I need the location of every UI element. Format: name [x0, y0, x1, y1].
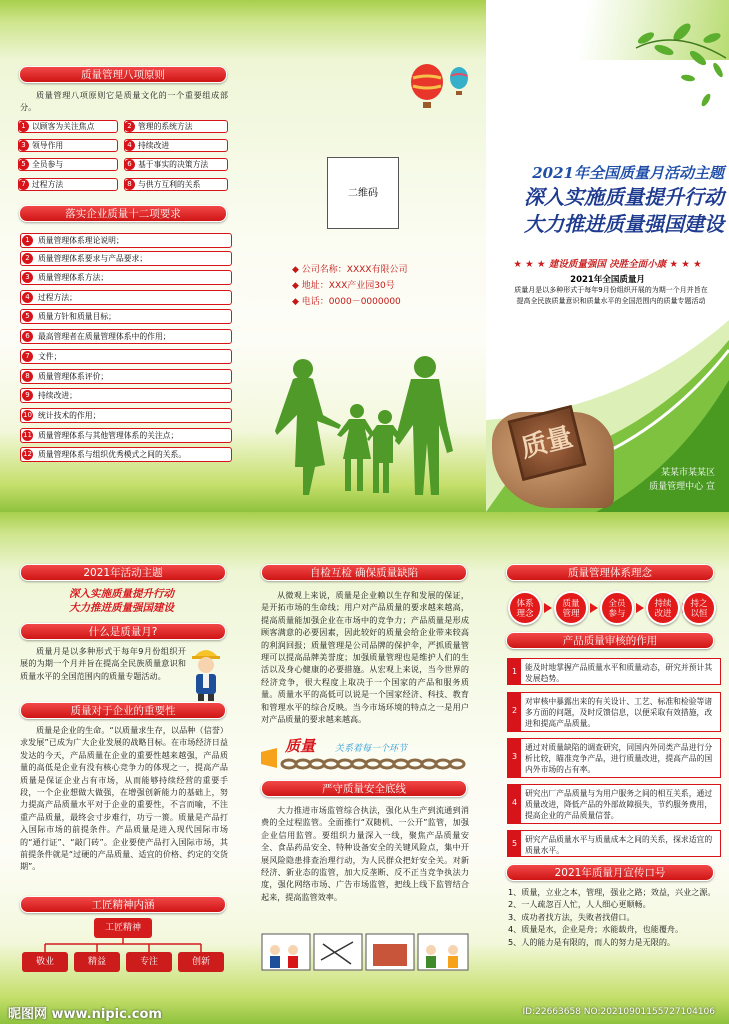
- watermark-bar: [0, 1002, 729, 1024]
- cover-panel: [486, 0, 729, 512]
- system-step: 质量 管理: [554, 591, 588, 625]
- safety-text: 大力推进市场监管综合执法，强化从生产到流通到消费的全过程监管。全面推行“双随机、一公开”监管，加强企业信用监管。要组织力量深入一线，聚焦产品质量安全、食品药品安全、特种设备安全的关键风险点，集中开展风险隐患排查治理行动，为人民群众把好安全关。对新经济、新业态的监管，加大反垄断、反不正当竞争执法力度，强化网络市场、广告市场监管，把线上线下监管结合起来，提高监管效率。: [261, 805, 469, 902]
- company-phone: ◆ 电话：0000－0000000: [292, 297, 401, 307]
- family-silhouette: [267, 355, 467, 500]
- requirement-item: 2 质量管理体系要求与产品要求；: [20, 251, 232, 266]
- chain-subtitle: 关系着每一个环节: [335, 744, 408, 754]
- craft-header: 工匠精神内涵: [20, 896, 226, 913]
- watermark-site: 昵图网 www.nipic.com: [8, 1007, 162, 1022]
- slogan-item: 3、成功者找方法，失败者找借口。: [508, 911, 635, 922]
- slogan-list: [508, 886, 718, 948]
- craft-item: 创新: [178, 952, 224, 972]
- requirement-item: 12 质量管理体系与组织优秀模式之间的关系。: [20, 447, 232, 462]
- audit-item: 2 对审核中暴露出来的有关设计、工艺、标准和检验等诸多方面的问题，及时反馈信息，以便采取有效措施，改进和提高产品质量。: [507, 692, 721, 732]
- quality-seal: 质量: [507, 405, 586, 481]
- requirements-header: 落实企业质量十二项要求: [19, 205, 227, 222]
- company-name: ◆ 公司名称：XXXX有限公司: [292, 265, 408, 275]
- audit-item: 3 通过对质量缺陷的调查研究，同国内外同类产品进行分析比较，瞄准竞争产品，进行质量改进，提高产品的国内外市场的占有率。: [507, 738, 721, 778]
- principles-intro: 质量管理八项原则它是质量文化的一个重要组成部分。: [20, 90, 228, 113]
- system-step: 全员 参与: [600, 591, 634, 625]
- company-address: ◆ 地址：XXX产业园30号: [292, 281, 395, 291]
- slogan-item: 4、质量是水，企业是舟；水能载舟，也能覆舟。: [508, 924, 684, 935]
- safety-header: 严守质量安全底线: [261, 780, 467, 797]
- principle-item: 7 过程方法: [18, 178, 118, 191]
- principle-item: 5 全员参与: [18, 158, 118, 171]
- audit-item: 4 研究出厂产品质量与为用户服务之间的相互关系，通过质量改进，降低产品的外部故障损失，节约服务费用，提高企业的产品质量信誉。: [507, 784, 721, 824]
- importance-header: 质量对于企业的重要性: [20, 702, 226, 719]
- contact-info: [292, 262, 407, 310]
- requirement-item: 5 质量方针和质量目标；: [20, 309, 232, 324]
- inside-middle-panel: [243, 512, 486, 1024]
- chain-title: 质量: [285, 737, 316, 755]
- importance-text: 质量是企业的生命。“以质量求生存，以品种（信誉）求发展”已成为广大企业发展的战略目标。在市场经济日益发达的今天，产品质量在企业的重要性越来越强，产品质量的高低是企业有没有核心竞争力的体现之一，提高产品质量是保证企业占有市场，从而能够持续经营的重要手段，一个企业想做大做强，在增强创新能力的基础上，努力提高产品质量水平对于企业的重要性，不言而喻，不注重产品质量，最终会寸步难行，功亏一篑。质量是产品打入国际市场的前提条件。产品质量是进入现代国际市场的“通行证”、“敲门砖”。企业要使产品打入国际市场，其前提条件就是“过硬的产品质量、适宜的价格、约定的交货期”。: [20, 725, 228, 872]
- craft-item: 敬业: [22, 952, 68, 972]
- principle-item: 8 与供方互利的关系: [124, 178, 228, 191]
- balloon-icon: [407, 64, 477, 114]
- what-text: 质量月是以多种形式于每年9月份组织开展的为期一个月并旨在提高全民族质量意识和质量水平的全国范围内的质量专题活动。: [20, 646, 186, 681]
- slogan-header: 2021年质量月宣传口号: [506, 864, 714, 881]
- cover-issuer: 某某市某某区 质量管理中心 宣: [649, 468, 715, 492]
- audit-header: 产品质量审核的作用: [506, 632, 714, 649]
- principle-item: 4 持续改进: [124, 139, 228, 152]
- craft-item: 专注: [126, 952, 172, 972]
- principle-item: 3 领导作用: [18, 139, 118, 152]
- qr-code-placeholder: 二维码: [327, 157, 399, 229]
- slogan-item: 2、一人疏忽百人忙，人人细心更顺畅。: [508, 899, 651, 910]
- system-header: 质量管理体系理念: [506, 564, 714, 581]
- requirement-item: 7 文件；: [20, 349, 232, 364]
- system-step: 持之 以恒: [682, 591, 716, 625]
- selfcheck-text: 从微观上来说，质量是企业赖以生存和发展的保证，是开拓市场的生命线；用户对产品质量的要求越来越高，提高质量能加强企业在市场中的竞争力；产品质量是形成顾客满意的必要因素，因此较好的质量会给企业带来较高的利润回报；质量管理是公司品牌的保护伞，严抓质量管理可以提高品牌美誉度；加强质量管理也是维护人们的生活以及身心健康的必要措施。从宏观上来说，当今世界的经济竞争，很大程度上取决于一个国家的产品和服务质量。质量水平的高低可以说是一个国家经济、科技、教育和管理水平的综合反映。当今市场环境的特点之一是用户对产品质量的要求越来越高。: [261, 590, 469, 725]
- audit-item: 1 能及时地掌握产品质量水平和质量动态，研究并预计其发展趋势。: [507, 658, 721, 685]
- cover-title-year: 2021年全国质量月活动主题: [532, 164, 724, 182]
- requirement-item: 11 质量管理体系与其他管理体系的关注点；: [20, 428, 232, 443]
- craft-item: 精益: [74, 952, 120, 972]
- requirement-item: 4 过程方法；: [20, 290, 232, 305]
- cover-title-line3: 大力推进质量强国建设: [524, 212, 724, 236]
- cover-description: 质量月是以多种形式于每年9月份组织开展的为期一个月并旨在 提高全民族质量意识和质量水平的全国范围内的质量专题活动: [514, 286, 708, 305]
- star-icon: ★ ★ ★: [666, 259, 702, 270]
- requirement-item: 6 最高管理者在质量管理体系中的作用；: [20, 329, 232, 344]
- principle-item: 2 管理的系统方法: [124, 120, 228, 133]
- requirement-item: 3 质量管理体系方法；: [20, 270, 232, 285]
- principle-item: 1 以顾客为关注焦点: [18, 120, 118, 133]
- cover-subtitle: 2021年全国质量月: [570, 275, 645, 285]
- audit-item: 5 研究产品质量水平与质量成本之间的关系，探求适宜的质量水平。: [507, 830, 721, 857]
- system-step: 体系 理念: [508, 591, 542, 625]
- inside-left-panel: [0, 512, 243, 1024]
- worker-icon: [188, 643, 224, 701]
- leaves-icon: [626, 8, 729, 118]
- principle-item: 6 基于事实的决策方法: [124, 158, 228, 171]
- slogan-item: 1、质量，立业之本，管理，强业之路；效益，兴业之源。: [508, 887, 716, 897]
- arrow-right-icon: [636, 603, 644, 613]
- cover-title-line2: 深入实施质量提升行动: [524, 185, 724, 209]
- middle-panel: [243, 0, 486, 512]
- craft-connector: [20, 938, 226, 952]
- watermark-id: ID:22663658 NO:20210901155727104106: [522, 1007, 715, 1017]
- cover-banner: ★ ★ ★ 建设质量强国 决胜全面小康 ★ ★ ★: [513, 259, 702, 270]
- requirement-item: 9 持续改进；: [20, 388, 232, 403]
- safety-cartoon-strip: [261, 930, 469, 972]
- requirement-item: 8 质量管理体系评价；: [20, 369, 232, 384]
- theme-text: 深入实施质量提升行动 大力推进质量强国建设: [69, 588, 174, 614]
- selfcheck-header: 自检互检 确保质量缺陷: [261, 564, 467, 581]
- left-panel: [0, 0, 243, 512]
- arrow-right-icon: [590, 603, 598, 613]
- cover-title: [486, 162, 724, 238]
- what-header: 什么是质量月?: [20, 623, 226, 640]
- theme-header: 2021年活动主题: [20, 564, 226, 581]
- inside-spread: [0, 512, 729, 1024]
- requirement-item: 10 统计技术的作用；: [20, 408, 232, 423]
- system-step: 持续 改进: [646, 591, 680, 625]
- principles-header: 质量管理八项原则: [19, 66, 227, 83]
- star-icon: ★ ★ ★: [513, 259, 549, 270]
- craft-center: 工匠精神: [94, 918, 152, 938]
- slogan-item: 5、人的能力是有限的，而人的努力是无限的。: [508, 936, 676, 947]
- requirement-item: 1 质量管理体系理论说明；: [20, 233, 232, 248]
- arrow-right-icon: [544, 603, 552, 613]
